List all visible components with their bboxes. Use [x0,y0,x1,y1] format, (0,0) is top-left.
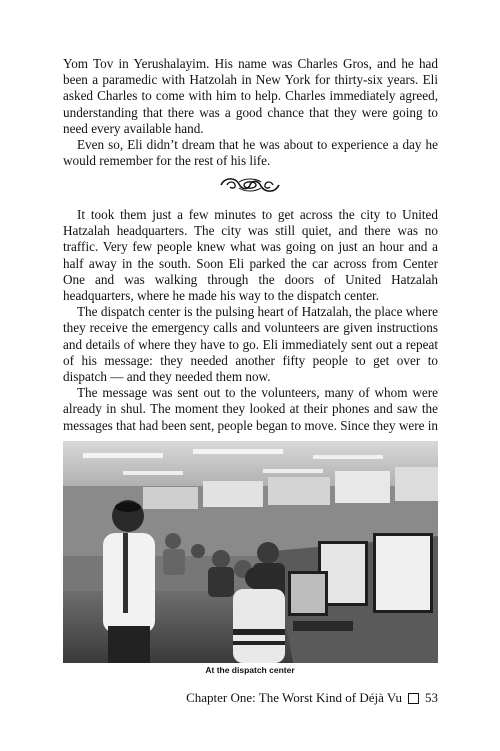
paragraph: The dispatch center is the pulsing heart of Hatzalah, the place where they receive the emergency calls and volunteers are given instructions and details of where they have to go. Eli immediately sent out a repeat of his message: they needed another fifty people to get over to dispatch — and they needed them now. [63,304,438,385]
page-number: 53 [425,690,438,705]
chapter-title: Chapter One: The Worst Kind of Déjà Vu [186,690,402,705]
text-block-main [63,207,438,434]
paragraph: It took them just a few minutes to get across the city to United Hatzalah headquarters. The city was still quiet, and there was no traffic. Very few people knew what was going on just an hour and a half away in the south. Soon Eli parked the car across from Center One and was walking through the doors of United Hatzalah headquarters, where he made his way to the dispatch center. [63,207,438,304]
photo-illustration [63,441,438,663]
running-footer [186,690,438,706]
photo-caption: At the dispatch center [205,665,295,675]
separator-box-icon [408,693,419,704]
paragraph: Even so, Eli didn’t dream that he was about to experience a day he would remember for the rest of his life. [63,137,438,169]
dispatch-center-photo [63,441,438,663]
paragraph: The message was sent out to the volunteers, many of whom were already in shul. The moment they looked at their phones and saw the messages that had been sent, people began to move. Since they were in [63,385,438,433]
scroll-flourish-icon [215,175,285,195]
section-divider [0,174,500,196]
paragraph: Yom Tov in Yerushalayim. His name was Charles Gros, and he had been a paramedic with Hatzolah in New York for thirty-six years. Eli asked Charles to come with him to help. Charles immediately agreed, understanding that there was a good chance that they were going to need every available hand. [63,56,438,136]
text-block-top [63,56,438,169]
